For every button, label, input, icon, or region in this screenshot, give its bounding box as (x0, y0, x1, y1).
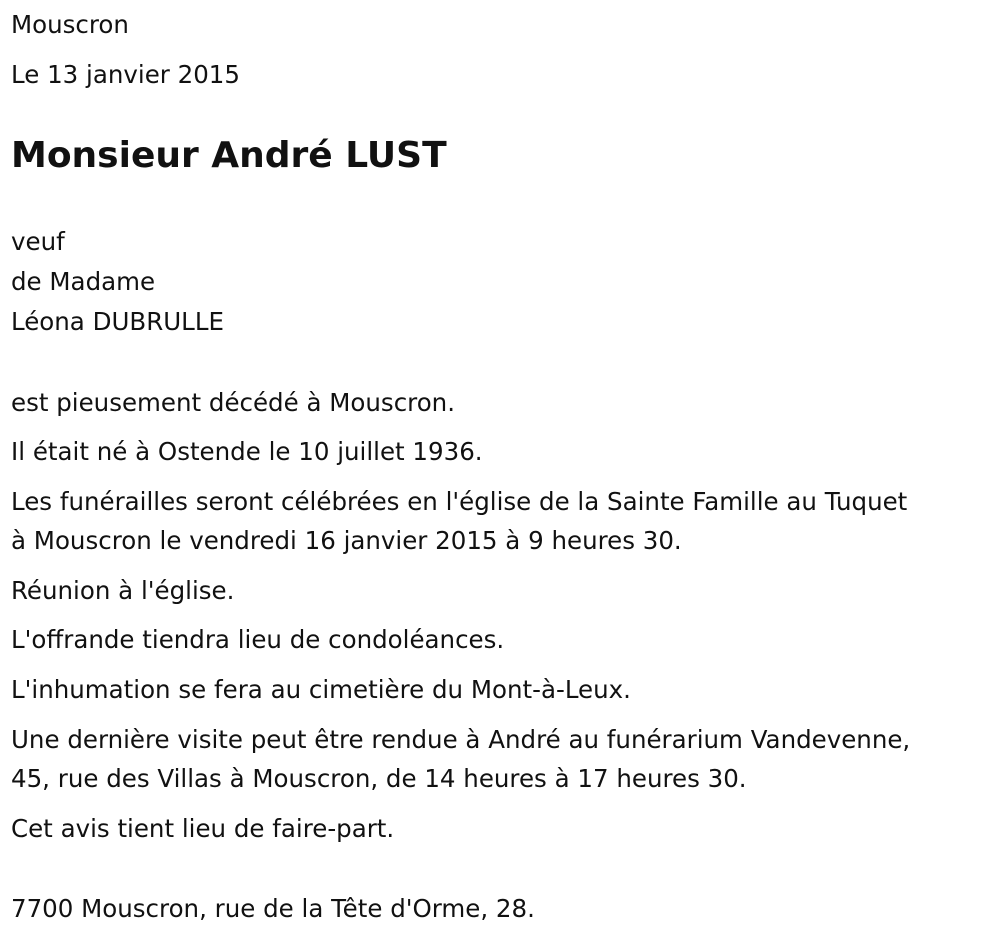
funeral-info-line-2: à Mouscron le vendredi 16 janvier 2015 à 9 heures 30. (11, 526, 682, 555)
city-label: Mouscron (11, 10, 129, 39)
spouse-line-title: de Madame (11, 267, 156, 296)
announcement-note: Cet avis tient lieu de faire-part. (11, 814, 395, 843)
visit-info-line-1: Une dernière visite peut être rendue à André au funérarium Vandevenne, (11, 725, 911, 754)
funeral-info-line-1: Les funérailles seront célébrées en l'église de la Sainte Famille au Tuquet (11, 487, 908, 516)
spouse-line-widower: veuf (11, 227, 65, 256)
death-statement: est pieusement décédé à Mouscron. (11, 388, 456, 417)
birth-statement: Il était né à Ostende le 10 juillet 1936. (11, 437, 483, 466)
deceased-name: Monsieur André LUST (11, 135, 447, 176)
notice-date: Le 13 janvier 2015 (11, 60, 240, 89)
family-address: 7700 Mouscron, rue de la Tête d'Orme, 28. (11, 894, 535, 923)
offering-info: L'offrande tiendra lieu de condoléances. (11, 625, 505, 654)
spouse-name: Léona DUBRULLE (11, 307, 224, 336)
visit-info-line-2: 45, rue des Villas à Mouscron, de 14 heures à 17 heures 30. (11, 764, 747, 793)
burial-info: L'inhumation se fera au cimetière du Mont-à-Leux. (11, 675, 631, 704)
gathering-info: Réunion à l'église. (11, 576, 235, 605)
